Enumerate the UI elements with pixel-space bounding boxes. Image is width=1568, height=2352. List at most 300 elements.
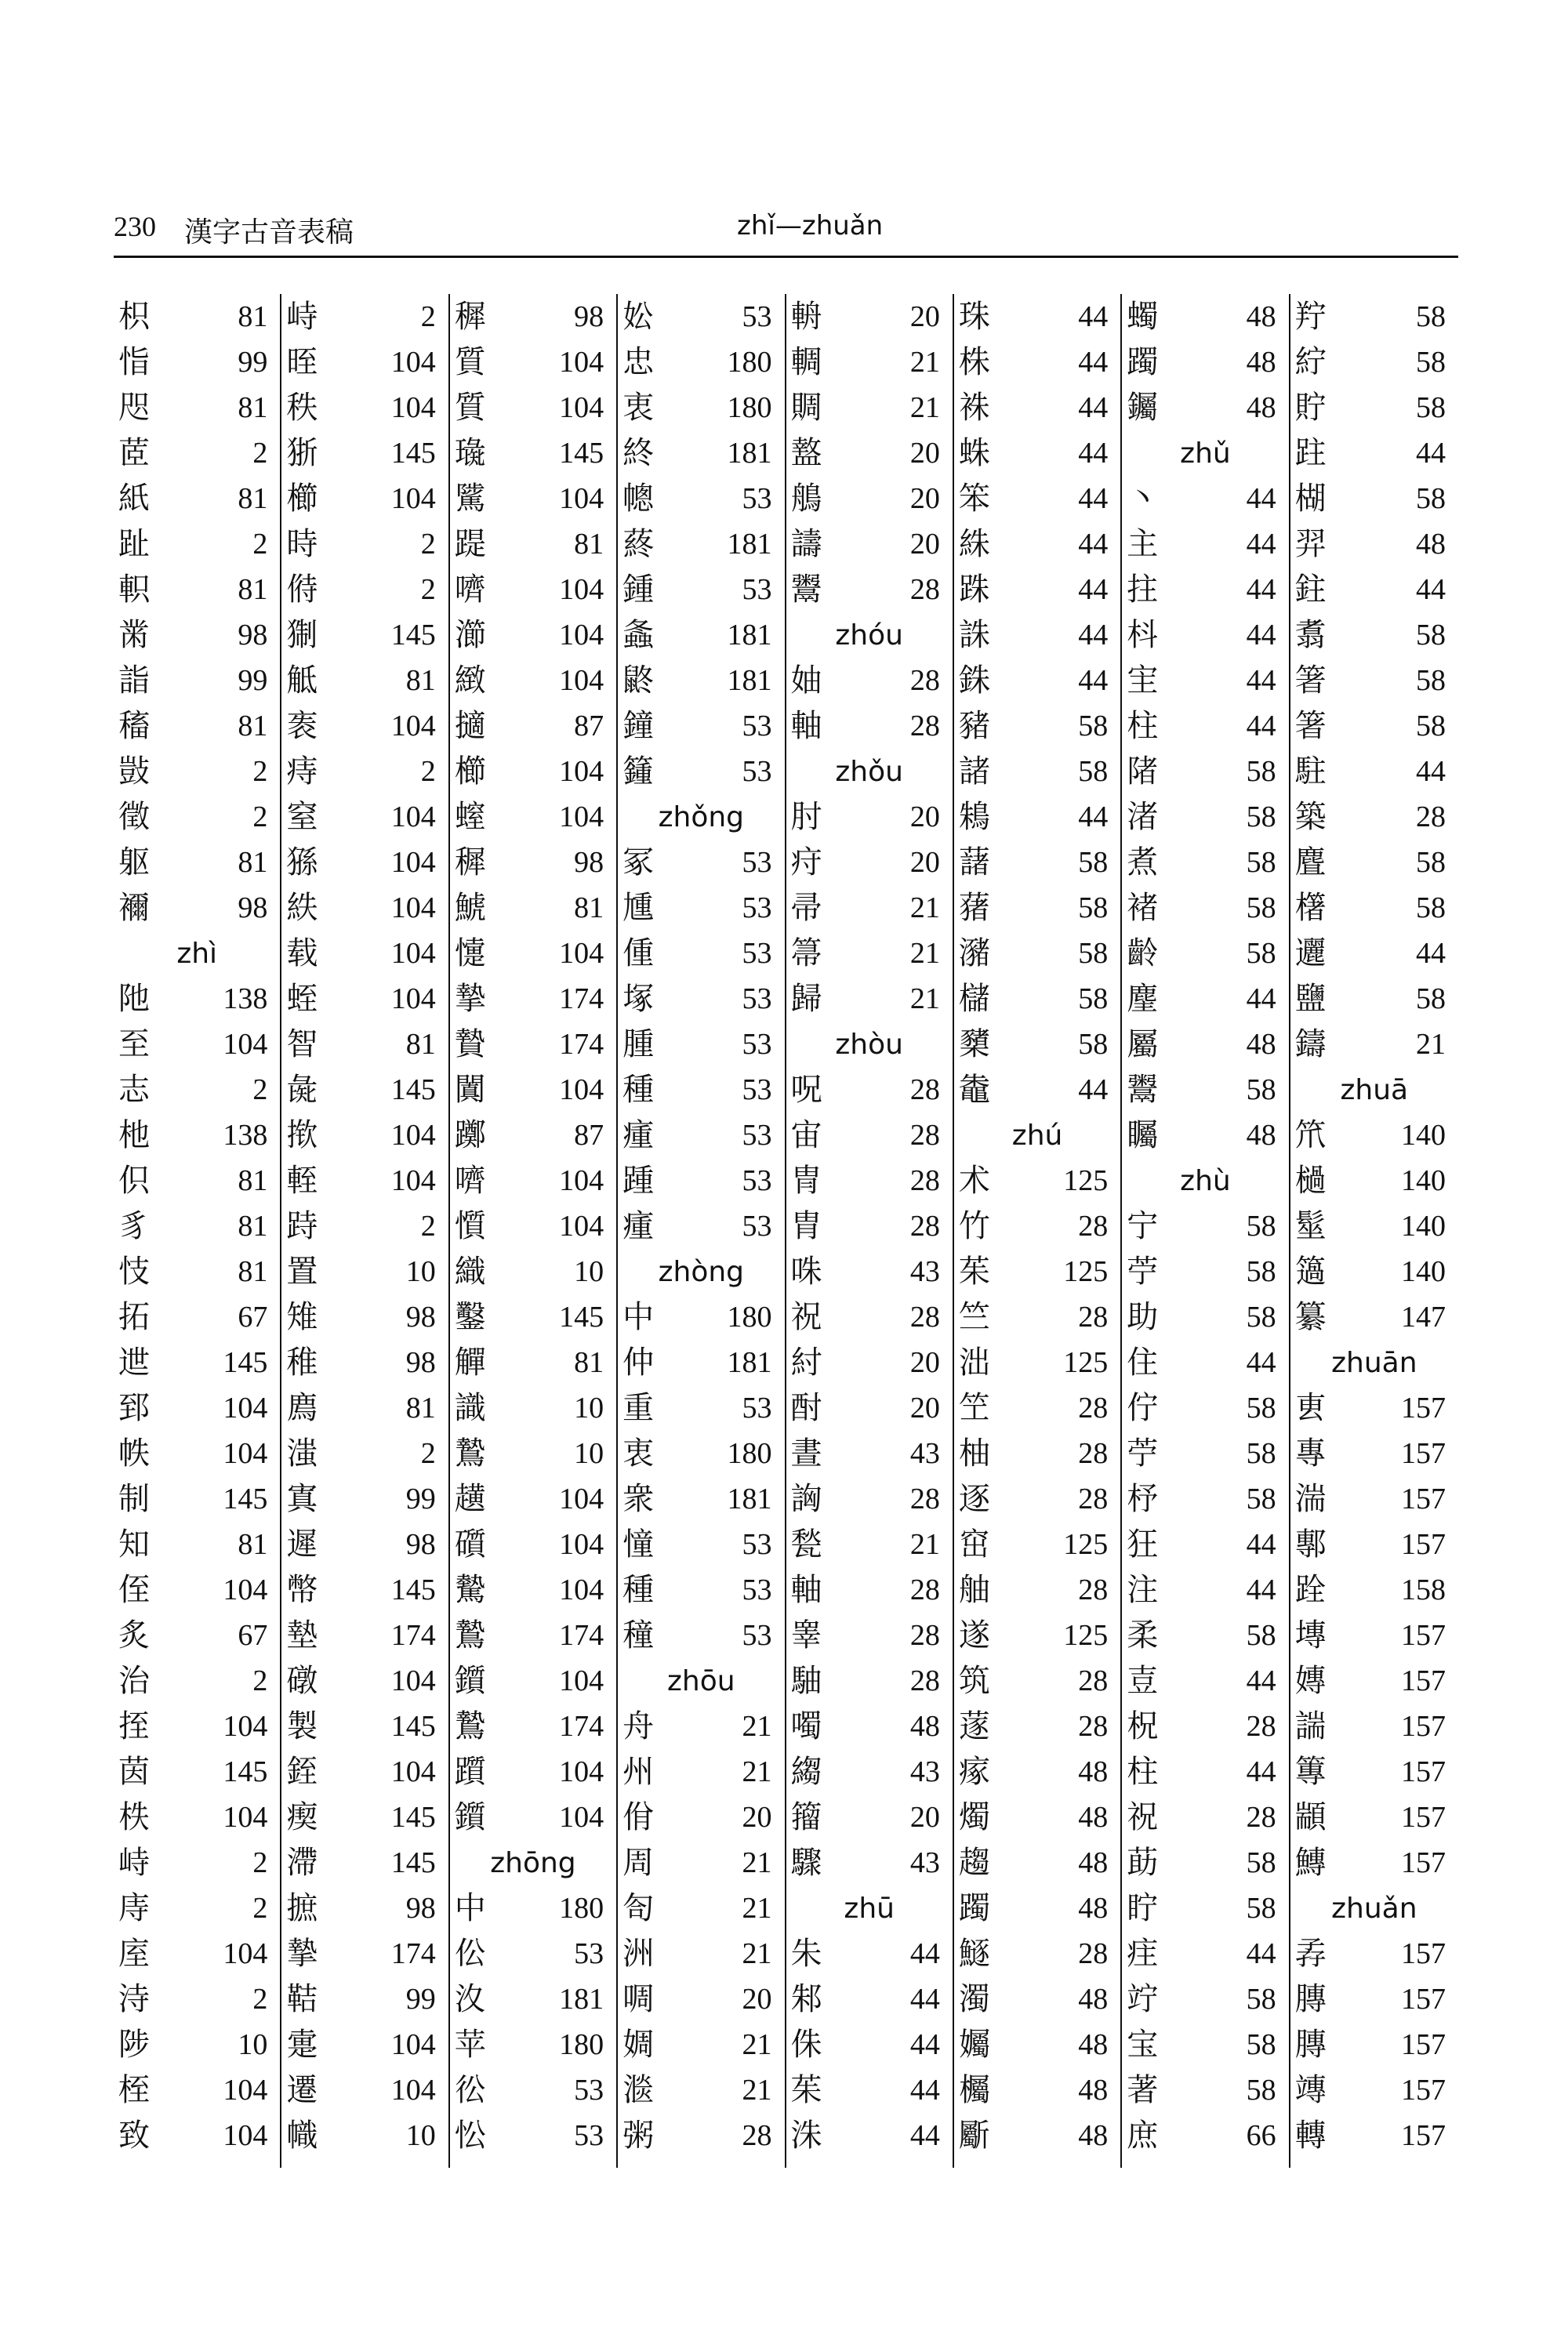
entry-character: 羜 (1294, 299, 1327, 335)
entry-rhyme-number: 44 (1078, 391, 1109, 424)
entry-row (954, 1749, 1120, 1795)
entry-rhyme-number: 98 (574, 846, 604, 879)
entry-rhyme-number: 181 (727, 619, 772, 652)
entry-rhyme-number: 28 (1078, 1210, 1109, 1243)
entry-row (1290, 931, 1458, 976)
entry-row (1122, 1340, 1288, 1385)
entry-rhyme-number: 125 (1063, 1346, 1109, 1379)
entry-row (786, 294, 953, 339)
entry-character: 詣 (118, 662, 150, 699)
entry-rhyme-number: 180 (727, 391, 772, 424)
entry-row (114, 1522, 280, 1567)
entry-row (618, 339, 784, 385)
entry-character: 株 (958, 344, 990, 380)
character-table (114, 294, 1458, 2168)
entry-row (281, 1431, 448, 1476)
entry-row (1122, 1795, 1288, 1840)
entry-character: 舟 (622, 1708, 655, 1744)
entry-character: 庢 (118, 1936, 150, 1972)
entry-character: 麈 (1127, 981, 1159, 1017)
pinyin-heading: zhǔ (1180, 437, 1231, 470)
entry-row (281, 1112, 448, 1158)
entry-character: 疰 (1127, 1936, 1159, 1972)
entry-character: 汷 (454, 1981, 486, 2017)
entry-character: 佾 (622, 1799, 655, 1835)
entry-row (618, 1294, 784, 1340)
table-column (1290, 294, 1458, 2168)
entry-character: 篿 (1294, 1754, 1327, 1790)
entry-row (1122, 1886, 1288, 1931)
entry-character: 駐 (1294, 753, 1327, 789)
entry-character: 鱁 (958, 1936, 990, 1972)
entry-rhyme-number: 20 (909, 800, 940, 833)
entry-rhyme-number: 99 (238, 664, 268, 697)
entry-rhyme-number: 157 (1401, 1483, 1446, 1515)
entry-rhyme-number: 145 (390, 1573, 436, 1606)
entry-character: 伀 (454, 1936, 486, 1972)
entry-row (450, 1022, 616, 1067)
entry-rhyme-number: 138 (223, 1119, 268, 1152)
entry-rhyme-number: 81 (238, 573, 268, 606)
entry-character: 笁 (958, 1390, 990, 1426)
entry-row (1122, 567, 1288, 612)
entry-row (1122, 885, 1288, 931)
entry-row (114, 1886, 280, 1931)
entry-rhyme-number: 174 (559, 982, 604, 1015)
entry-rhyme-number: 104 (559, 1664, 604, 1697)
entry-character: 噣 (790, 1708, 822, 1744)
entry-rhyme-number: 145 (223, 1755, 268, 1788)
entry-row (114, 1749, 280, 1795)
entry-row (786, 794, 953, 840)
entry-row (281, 1294, 448, 1340)
entry-rhyme-number: 104 (390, 2028, 436, 2061)
entry-row (281, 1840, 448, 1886)
entry-row (786, 931, 953, 976)
entry-rhyme-number: 81 (574, 1346, 604, 1379)
entry-character: 貯 (1294, 390, 1327, 426)
entry-rhyme-number: 2 (420, 755, 436, 788)
entry-rhyme-number: 53 (742, 982, 772, 1015)
entry-row (281, 1340, 448, 1385)
entry-character: 渚 (1127, 799, 1159, 835)
entry-character: 恉 (118, 344, 150, 380)
entry-character: 紂 (790, 1345, 822, 1381)
entry-character: 洙 (790, 2118, 822, 2154)
entry-row (281, 749, 448, 794)
entry-rhyme-number: 28 (1078, 1437, 1109, 1470)
entry-rhyme-number: 2 (420, 573, 436, 606)
entry-row (618, 1022, 784, 1067)
entry-rhyme-number: 58 (1246, 1983, 1276, 2016)
entry-rhyme-number: 145 (390, 619, 436, 652)
entry-row (618, 521, 784, 567)
entry-character: 輈 (790, 299, 822, 335)
entry-character: 酎 (790, 1390, 822, 1426)
entry-row (450, 385, 616, 430)
entry-character: 洔 (118, 1981, 150, 2017)
entry-rhyme-number: 58 (1246, 2074, 1276, 2107)
entry-row (786, 1340, 953, 1385)
entry-character: 狾 (286, 435, 318, 471)
entry-character: 鑕 (454, 1663, 486, 1699)
entry-character: 袠 (286, 708, 318, 744)
entry-character: 螽 (622, 617, 655, 653)
entry-rhyme-number: 20 (909, 1392, 940, 1425)
entry-rhyme-number: 44 (1246, 482, 1276, 515)
entry-row (450, 430, 616, 476)
entry-row (1122, 1385, 1288, 1431)
entry-rhyme-number: 2 (252, 437, 268, 470)
entry-character: 竱 (1294, 2072, 1327, 2108)
entry-rhyme-number: 58 (1246, 1392, 1276, 1425)
entry-rhyme-number: 81 (405, 1392, 436, 1425)
entry-character: 苧 (1127, 1254, 1159, 1290)
entry-row (281, 385, 448, 430)
entry-character: 婤 (622, 2027, 655, 2063)
entry-rhyme-number: 58 (1416, 391, 1446, 424)
entry-rhyme-number: 98 (574, 300, 604, 333)
entry-row (786, 1431, 953, 1476)
entry-row (114, 976, 280, 1022)
entry-rhyme-number: 157 (1401, 1619, 1446, 1652)
entry-row (114, 1385, 280, 1431)
entry-row (114, 2022, 280, 2067)
entry-row (114, 1294, 280, 1340)
entry-character: 壴 (1127, 1663, 1159, 1699)
entry-character: 鹽 (1294, 981, 1327, 1017)
entry-rhyme-number: 48 (1416, 528, 1446, 561)
entry-character: 趪 (454, 1481, 486, 1517)
entry-row (786, 1931, 953, 1976)
entry-row (1122, 1658, 1288, 1704)
entry-row (281, 2022, 448, 2067)
entry-rhyme-number: 104 (390, 346, 436, 379)
entry-rhyme-number: 58 (1246, 1210, 1276, 1243)
entry-rhyme-number: 48 (1078, 1846, 1109, 1879)
entry-character: 胄 (790, 1208, 822, 1244)
entry-row (954, 1431, 1120, 1476)
entry-character: 軹 (118, 572, 150, 608)
entry-row (114, 703, 280, 749)
entry-rhyme-number: 44 (1416, 755, 1446, 788)
entry-row (786, 1795, 953, 1840)
entry-row (618, 2113, 784, 2158)
entry-rhyme-number: 98 (238, 891, 268, 924)
entry-rhyme-number: 28 (909, 1210, 940, 1243)
entry-rhyme-number: 104 (390, 482, 436, 515)
entry-rhyme-number: 104 (559, 482, 604, 515)
entry-row (1122, 385, 1288, 430)
entry-character: 中 (454, 1890, 486, 1926)
entry-character: 㴴 (622, 2072, 655, 2108)
entry-row (114, 1431, 280, 1476)
entry-rhyme-number: 43 (909, 1846, 940, 1879)
entry-rhyme-number: 145 (390, 437, 436, 470)
entry-row (450, 612, 616, 658)
entry-character: 誅 (958, 617, 990, 653)
entry-rhyme-number: 44 (1078, 800, 1109, 833)
entry-row (618, 1613, 784, 1658)
entry-rhyme-number: 157 (1401, 1937, 1446, 1970)
entry-character: 質 (454, 344, 486, 380)
entry-row (1122, 840, 1288, 885)
entry-character: 質 (454, 390, 486, 426)
entry-row (786, 2113, 953, 2158)
entry-row (618, 1749, 784, 1795)
entry-row (450, 1658, 616, 1704)
entry-rhyme-number: 104 (390, 1755, 436, 1788)
entry-row (954, 1840, 1120, 1886)
entry-row (281, 430, 448, 476)
entry-character: 時 (286, 526, 318, 562)
entry-rhyme-number: 48 (1246, 1028, 1276, 1061)
entry-character: 穉 (454, 844, 486, 880)
entry-row (1122, 1022, 1288, 1067)
entry-character: 箒 (790, 935, 822, 971)
entry-rhyme-number: 180 (559, 1892, 604, 1925)
entry-row (954, 339, 1120, 385)
entry-row (618, 1567, 784, 1613)
entry-row (114, 1112, 280, 1158)
entry-rhyme-number: 104 (390, 710, 436, 742)
entry-row (114, 749, 280, 794)
entry-row (786, 567, 953, 612)
entry-character: 瘃 (958, 1754, 990, 1790)
entry-rhyme-number: 58 (1416, 982, 1446, 1015)
entry-row (1290, 1567, 1458, 1613)
entry-character: 觝 (286, 662, 318, 699)
entry-rhyme-number: 125 (1063, 1528, 1109, 1561)
entry-rhyme-number: 53 (742, 937, 772, 970)
entry-row (281, 1931, 448, 1976)
entry-row (281, 1567, 448, 1613)
entry-character: 膞 (1294, 2027, 1327, 2063)
entry-row (450, 1795, 616, 1840)
entry-rhyme-number: 44 (1416, 937, 1446, 970)
entry-row (281, 658, 448, 703)
entry-rhyme-number: 43 (909, 1755, 940, 1788)
entry-rhyme-number: 174 (559, 1619, 604, 1652)
entry-character: 檛 (1294, 1163, 1327, 1199)
entry-row (618, 567, 784, 612)
entry-rhyme-number: 181 (727, 1483, 772, 1515)
entry-character: 諯 (1294, 1708, 1327, 1744)
entry-character: 宙 (790, 1117, 822, 1153)
entry-character: 枳 (118, 299, 150, 335)
entry-character: 钃 (1127, 390, 1159, 426)
entry-character: 賙 (790, 390, 822, 426)
entry-range: zhǐ—zhuǎn (737, 210, 884, 241)
entry-rhyme-number: 138 (223, 982, 268, 1015)
entry-rhyme-number: 81 (238, 846, 268, 879)
entry-row (786, 339, 953, 385)
entry-rhyme-number: 44 (1246, 1755, 1276, 1788)
entry-row (618, 1385, 784, 1431)
entry-character: 跱 (286, 1208, 318, 1244)
entry-character: 迣 (118, 1345, 150, 1381)
entry-rhyme-number: 28 (909, 1301, 940, 1334)
entry-character: 黹 (118, 617, 150, 653)
entry-character: 濁 (958, 1981, 990, 2017)
entry-rhyme-number: 98 (405, 1346, 436, 1379)
entry-rhyme-number: 44 (1416, 573, 1446, 606)
entry-row (281, 703, 448, 749)
entry-character: 雉 (286, 1299, 318, 1335)
entry-character: 瘈 (286, 1799, 318, 1835)
entry-row (786, 1840, 953, 1886)
entry-row (786, 430, 953, 476)
entry-rhyme-number: 58 (1416, 891, 1446, 924)
entry-rhyme-number: 145 (223, 1483, 268, 1515)
entry-rhyme-number: 104 (390, 891, 436, 924)
entry-row (618, 1476, 784, 1522)
entry-row (114, 1158, 280, 1203)
entry-row (450, 658, 616, 703)
entry-rhyme-number: 53 (742, 1119, 772, 1152)
entry-row (618, 1522, 784, 1567)
entry-row (450, 1476, 616, 1522)
entry-rhyme-number: 104 (559, 573, 604, 606)
entry-row (281, 1249, 448, 1294)
entry-rhyme-number: 157 (1401, 1983, 1446, 2016)
entry-rhyme-number: 10 (574, 1255, 604, 1288)
entry-character: 杝 (118, 1117, 150, 1153)
book-title: 漢字古音表稿 (184, 216, 354, 249)
entry-character: 晊 (286, 344, 318, 380)
entry-row (114, 1249, 280, 1294)
entry-character: 苹 (454, 2027, 486, 2063)
entry-rhyme-number: 48 (1078, 2028, 1109, 2061)
entry-rhyme-number: 157 (1401, 1437, 1446, 1470)
entry-row (1290, 339, 1458, 385)
entry-rhyme-number: 21 (909, 1528, 940, 1561)
entry-character: 遂 (958, 1617, 990, 1653)
entry-character: 彘 (286, 1072, 318, 1108)
entry-character: 螲 (454, 799, 486, 835)
entry-row (114, 1976, 280, 2022)
entry-character: 瘇 (622, 1117, 655, 1153)
entry-rhyme-number: 20 (909, 1346, 940, 1379)
entry-row (618, 703, 784, 749)
entry-character: 懥 (454, 935, 486, 971)
entry-rhyme-number: 98 (238, 619, 268, 652)
entry-character: 衷 (622, 1436, 655, 1472)
entry-row (618, 658, 784, 703)
entry-rhyme-number: 174 (390, 1619, 436, 1652)
entry-character: 駎 (790, 1663, 822, 1699)
entry-rhyme-number: 28 (1078, 1573, 1109, 1606)
entry-rhyme-number: 44 (1246, 1937, 1276, 1970)
pinyin-heading: zhì (176, 937, 218, 970)
entry-rhyme-number: 58 (1246, 1301, 1276, 1334)
entry-character: 伿 (118, 1163, 150, 1199)
entry-character: 珠 (958, 299, 990, 335)
entry-rhyme-number: 44 (1246, 528, 1276, 561)
pinyin-heading: zhuā (1340, 1073, 1409, 1106)
entry-character: 住 (1127, 1345, 1159, 1381)
entry-row (786, 703, 953, 749)
entry-row (281, 339, 448, 385)
entry-rhyme-number: 2 (252, 1846, 268, 1879)
entry-character: 纂 (1294, 1299, 1327, 1335)
entry-rhyme-number: 58 (1416, 300, 1446, 333)
entry-character: 叀 (1294, 1390, 1327, 1426)
entry-rhyme-number: 87 (574, 710, 604, 742)
entry-character: 鼄 (958, 1072, 990, 1108)
entry-character: 柔 (1127, 1617, 1159, 1653)
entry-character: 中 (622, 1299, 655, 1335)
entry-character: 丶 (1127, 481, 1159, 517)
entry-character: 蕏 (958, 890, 990, 926)
entry-character: 櫧 (958, 981, 990, 1017)
entry-row (281, 1158, 448, 1203)
entry-character: 粥 (622, 2118, 655, 2154)
entry-rhyme-number: 81 (238, 391, 268, 424)
entry-row (281, 1067, 448, 1112)
entry-rhyme-number: 53 (742, 1028, 772, 1061)
entry-character: 廌 (286, 1390, 318, 1426)
entry-row (114, 476, 280, 521)
entry-row (1122, 476, 1288, 521)
entry-row (450, 1976, 616, 2022)
entry-row (1122, 749, 1288, 794)
entry-row (1122, 658, 1288, 703)
pinyin-heading: zhōu (667, 1664, 735, 1697)
entry-row (1122, 1704, 1288, 1749)
entry-character: 鴸 (958, 799, 990, 835)
entry-character: 墊 (286, 1617, 318, 1653)
entry-character: 斸 (958, 2118, 990, 2154)
entry-character: 冑 (790, 1163, 822, 1199)
entry-row (1290, 976, 1458, 1022)
entry-rhyme-number: 104 (559, 1573, 604, 1606)
entry-row (114, 567, 280, 612)
entry-row (1122, 612, 1288, 658)
entry-rhyme-number: 44 (909, 1983, 940, 2016)
entry-rhyme-number: 104 (390, 937, 436, 970)
entry-character: 啁 (622, 1981, 655, 2017)
entry-character: 阤 (118, 981, 150, 1017)
entry-character: 载 (286, 935, 318, 971)
entry-character: 簻 (1294, 1254, 1327, 1290)
entry-rhyme-number: 58 (1246, 937, 1276, 970)
entry-rhyme-number: 58 (1246, 1619, 1276, 1652)
entry-rhyme-number: 20 (909, 300, 940, 333)
entry-row (954, 703, 1120, 749)
entry-rhyme-number: 21 (909, 391, 940, 424)
entry-row (954, 1476, 1120, 1522)
entry-character: 陟 (118, 2027, 150, 2063)
entry-character: 歸 (790, 981, 822, 1017)
entry-rhyme-number: 28 (1078, 1710, 1109, 1743)
entry-row (618, 385, 784, 430)
entry-row (786, 1567, 953, 1613)
entry-character: 宁 (1127, 1208, 1159, 1244)
entry-character: 陼 (1127, 753, 1159, 789)
entry-character: 主 (1127, 526, 1159, 562)
entry-rhyme-number: 44 (909, 2028, 940, 2061)
entry-row (954, 1522, 1120, 1567)
entry-rhyme-number: 44 (1246, 710, 1276, 742)
entry-row (114, 1567, 280, 1613)
entry-character: 躑 (454, 1117, 486, 1153)
entry-character: 揿 (286, 1117, 318, 1153)
entry-character: 鄟 (1294, 1526, 1327, 1563)
entry-character: 豸 (118, 1208, 150, 1244)
entry-rhyme-number: 125 (1063, 1619, 1109, 1652)
entry-rhyme-number: 53 (742, 1619, 772, 1652)
